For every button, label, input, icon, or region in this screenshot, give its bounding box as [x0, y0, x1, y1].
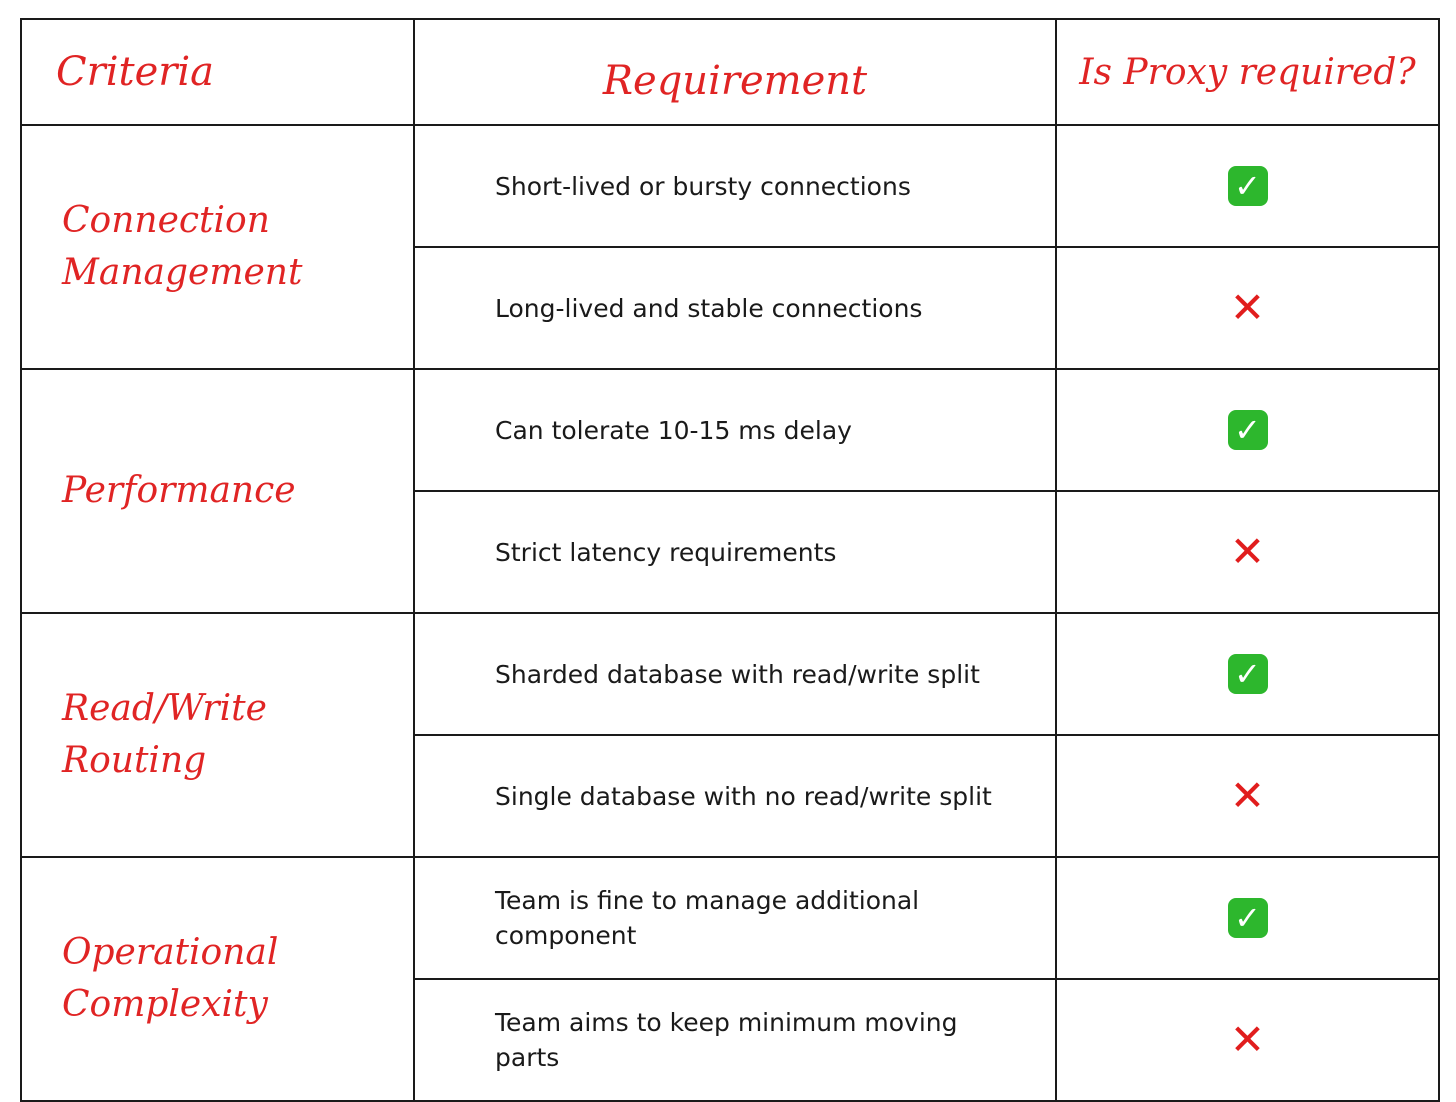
- proxy-cell: [1056, 125, 1439, 247]
- table-row: [21, 613, 1439, 735]
- requirement-cell: Long-lived and stable connections: [414, 247, 1056, 369]
- criteria-line: Operational: [62, 932, 279, 973]
- requirement-cell: Sharded database with read/write split: [414, 613, 1056, 735]
- check-icon: ✓: [1228, 166, 1268, 206]
- header-proxy-required: Is Proxy required?: [1056, 19, 1439, 125]
- requirement-cell: Can tolerate 10-15 ms delay: [414, 369, 1056, 491]
- criteria-line: Complexity: [62, 984, 268, 1025]
- requirement-cell: Single database with no read/write split: [414, 735, 1056, 857]
- criteria-line: Management: [62, 252, 303, 293]
- criteria-line: Connection: [62, 200, 270, 241]
- table-row: [21, 125, 1439, 247]
- header-requirement: Requirement: [414, 19, 1056, 125]
- proxy-cell: [1056, 979, 1439, 1101]
- proxy-cell: [1056, 735, 1439, 857]
- cross-icon: ✕: [1229, 771, 1266, 820]
- cross-icon: ✕: [1229, 283, 1266, 332]
- comparison-table: [20, 18, 1440, 1076]
- requirement-cell: Team aims to keep minimum moving parts: [414, 979, 1056, 1101]
- requirement-cell: Strict latency requirements: [414, 491, 1056, 613]
- header-criteria: Criteria: [21, 19, 414, 125]
- criteria-line: Read/Write: [62, 688, 267, 729]
- table-row: [21, 369, 1439, 491]
- cross-icon: ✕: [1229, 1015, 1266, 1064]
- criteria-cell: [21, 613, 414, 857]
- requirement-cell: Short-lived or bursty connections: [414, 125, 1056, 247]
- cross-icon: ✕: [1229, 527, 1266, 576]
- proxy-criteria-table: [20, 18, 1440, 1102]
- proxy-cell: [1056, 369, 1439, 491]
- criteria-cell: [21, 369, 414, 613]
- check-icon: ✓: [1228, 898, 1268, 938]
- check-icon: ✓: [1228, 654, 1268, 694]
- header-row: [21, 19, 1439, 125]
- criteria-line: Performance: [62, 470, 296, 511]
- table-row: [21, 857, 1439, 979]
- proxy-cell: [1056, 247, 1439, 369]
- check-icon: ✓: [1228, 410, 1268, 450]
- proxy-cell: [1056, 857, 1439, 979]
- criteria-cell: [21, 857, 414, 1101]
- criteria-line: Routing: [62, 740, 207, 781]
- proxy-cell: [1056, 613, 1439, 735]
- requirement-cell: Team is fine to manage additional component: [414, 857, 1056, 979]
- proxy-cell: [1056, 491, 1439, 613]
- criteria-cell: [21, 125, 414, 369]
